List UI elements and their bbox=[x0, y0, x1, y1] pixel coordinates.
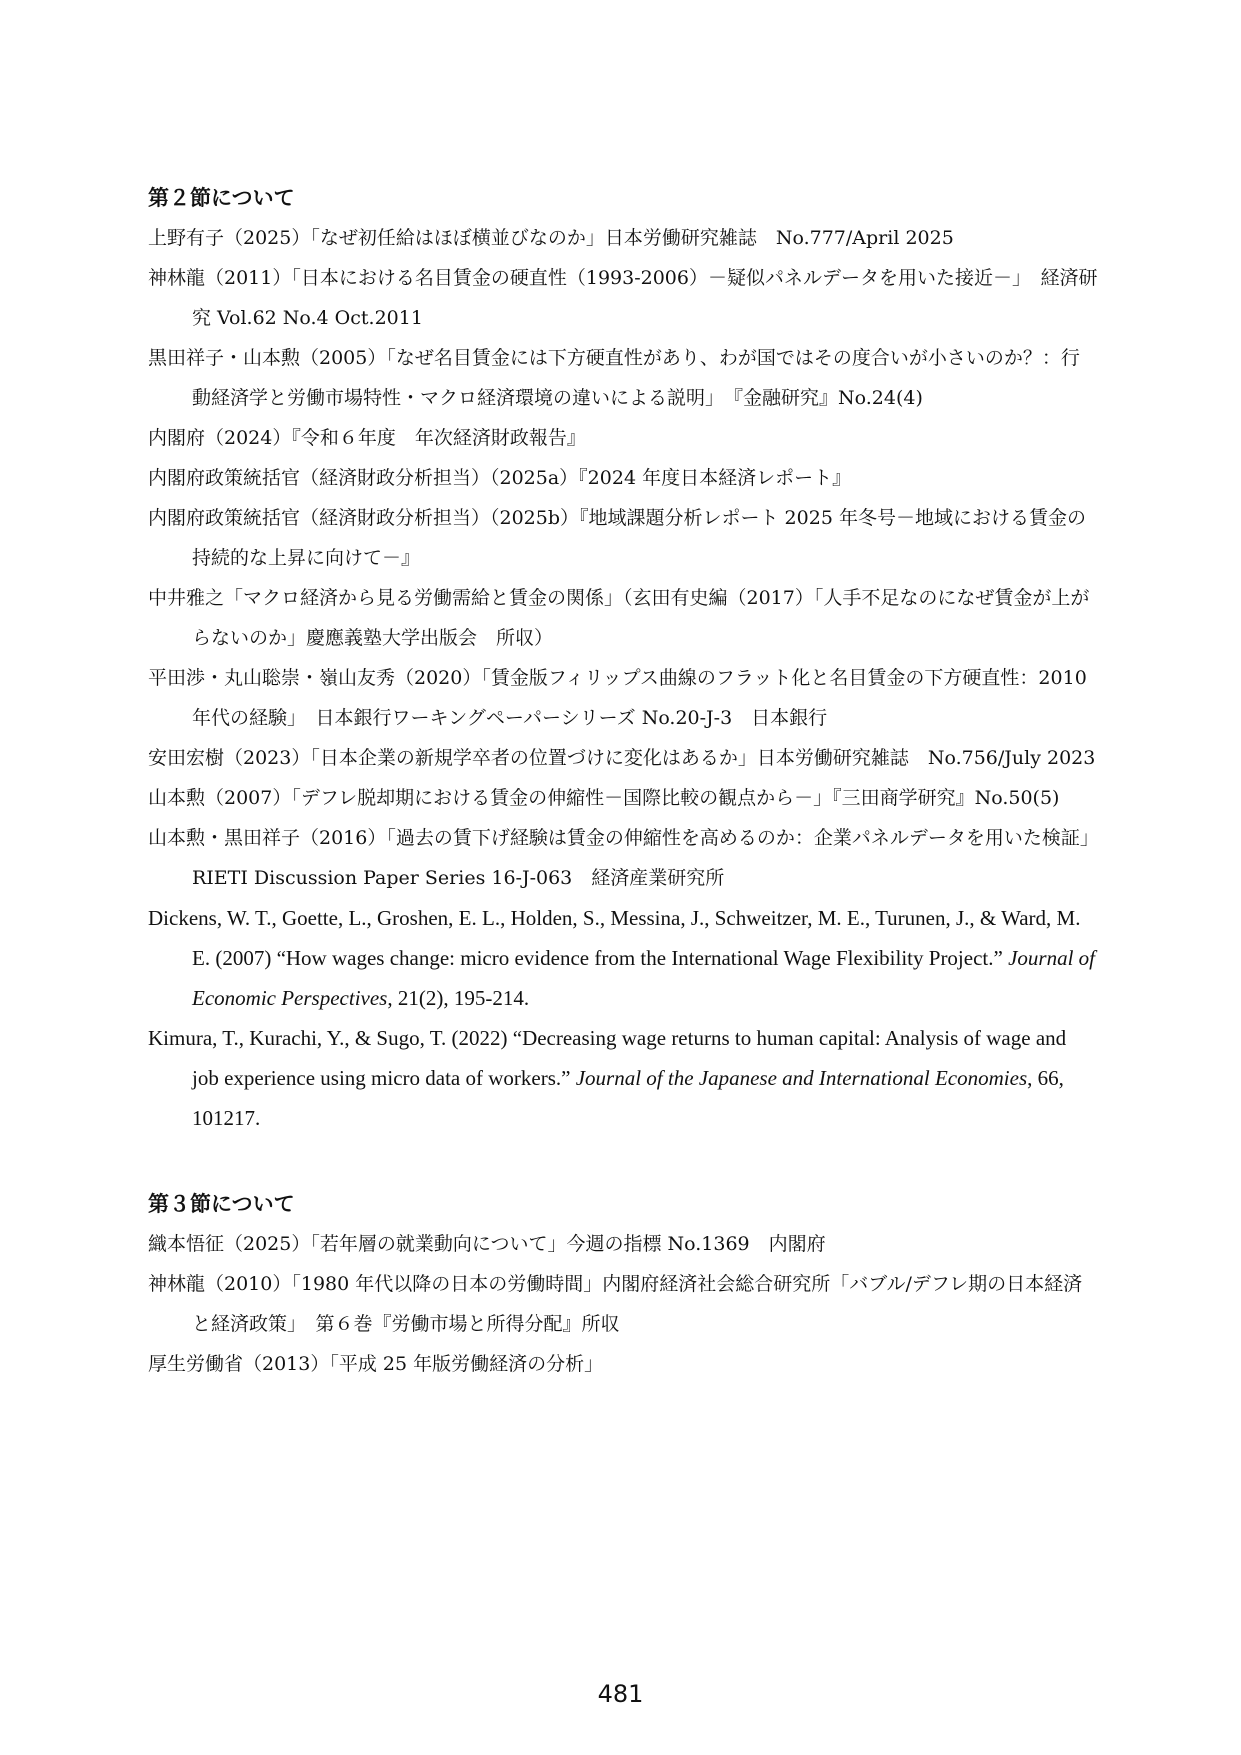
section-spacer bbox=[148, 1138, 1098, 1184]
reference-item: 中井雅之「マクロ経済から見る労働需給と賃金の関係」（玄田有史編（2017）「人手不足なのになぜ賃金が上がらないのか」慶應義塾大学出版会 所収） bbox=[148, 587, 1090, 649]
section-heading-3: 第３節について bbox=[148, 1192, 295, 1216]
reference-item: 内閣府政策統括官（経済財政分析担当）（2025a）『2024 年度日本経済レポート』 bbox=[148, 467, 852, 489]
reference-list-2 bbox=[148, 218, 1098, 1138]
journal-title: Journal of the Japanese and International Economies bbox=[575, 1066, 1028, 1090]
reference-item: 内閣府政策統括官（経済財政分析担当）（2025b）『地域課題分析レポート 2025 年冬号－地域における賃金の持続的な上昇に向けて－』 bbox=[148, 507, 1086, 569]
reference-item-english bbox=[148, 1018, 1098, 1138]
reference-item: 織本悟征（2025）「若年層の就業動向について」今週の指標 No.1369 内閣府 bbox=[148, 1233, 826, 1255]
reference-item: 内閣府（2024）『令和６年度 年次経済財政報告』 bbox=[148, 427, 586, 449]
reference-item: 上野有子（2025）「なぜ初任給はほぼ横並びなのか」日本労働研究雑誌 No.777/April 2025 bbox=[148, 227, 954, 249]
reference-item-english bbox=[148, 898, 1098, 1018]
reference-volume-pages: , 21(2), 195-214. bbox=[387, 986, 530, 1010]
reference-authors-title: Dickens, W. T., Goette, L., Groshen, E. L., Holden, S., Messina, J., Schweitzer, M. E., Turunen, J., & Ward, M. E. (2007) “How wages change: micro evidence from the International Wage Flexibility Project.” bbox=[148, 906, 1081, 970]
references-page bbox=[148, 178, 1098, 1384]
reference-item: 黒田祥子・山本勲（2005）「なぜ名目賃金には下方硬直性があり、わが国ではその度合いが小さいのか？：行動経済学と労働市場特性・マクロ経済環境の違いによる説明」 『金融研究』No.24(4) bbox=[148, 347, 1080, 409]
reference-item: 安田宏樹（2023）「日本企業の新規学卒者の位置づけに変化はあるか」日本労働研究雑誌 No.756/July 2023 bbox=[148, 747, 1096, 769]
reference-list-3 bbox=[148, 1224, 1098, 1384]
reference-item: 神林龍（2010）「1980 年代以降の日本の労働時間」内閣府経済社会総合研究所「バブル/デフレ期の日本経済と経済政策」 第６巻『労働市場と所得分配』所収 bbox=[148, 1273, 1083, 1335]
reference-volume-pages: , 66, 101217. bbox=[192, 1066, 1064, 1130]
journal-title: Journal of Economic Perspectives bbox=[192, 946, 1095, 1010]
reference-item: 山本勲・黒田祥子（2016）「過去の賃下げ経験は賃金の伸縮性を高めるのか：企業パネルデータを用いた検証」RIETI Discussion Paper Series 16-J-063 経済産業研究所 bbox=[148, 827, 1090, 889]
reference-item: 神林龍（2011）「日本における名目賃金の硬直性（1993-2006）－疑似パネルデータを用いた接近－」 経済研究 Vol.62 No.4 Oct.2011 bbox=[148, 267, 1098, 329]
page-number: 481 bbox=[597, 1680, 644, 1708]
reference-item: 厚生労働省（2013）「平成 25 年版労働経済の分析」 bbox=[148, 1353, 604, 1375]
reference-item: 平田渉・丸山聡崇・嶺山友秀（2020）「賃金版フィリップス曲線のフラット化と名目賃金の下方硬直性：2010 年代の経験」 日本銀行ワーキングペーパーシリーズ No.20-J-3 日本銀行 bbox=[148, 667, 1087, 729]
section-heading-2: 第２節について bbox=[148, 186, 295, 210]
reference-authors-title: Kimura, T., Kurachi, Y., & Sugo, T. (2022) “Decreasing wage returns to human capital: Analysis of wage and job experience using micro data of workers.” bbox=[148, 1026, 1067, 1090]
reference-item: 山本勲（2007）「デフレ脱却期における賃金の伸縮性－国際比較の観点から－」『三田商学研究』No.50(5) bbox=[148, 787, 1060, 809]
